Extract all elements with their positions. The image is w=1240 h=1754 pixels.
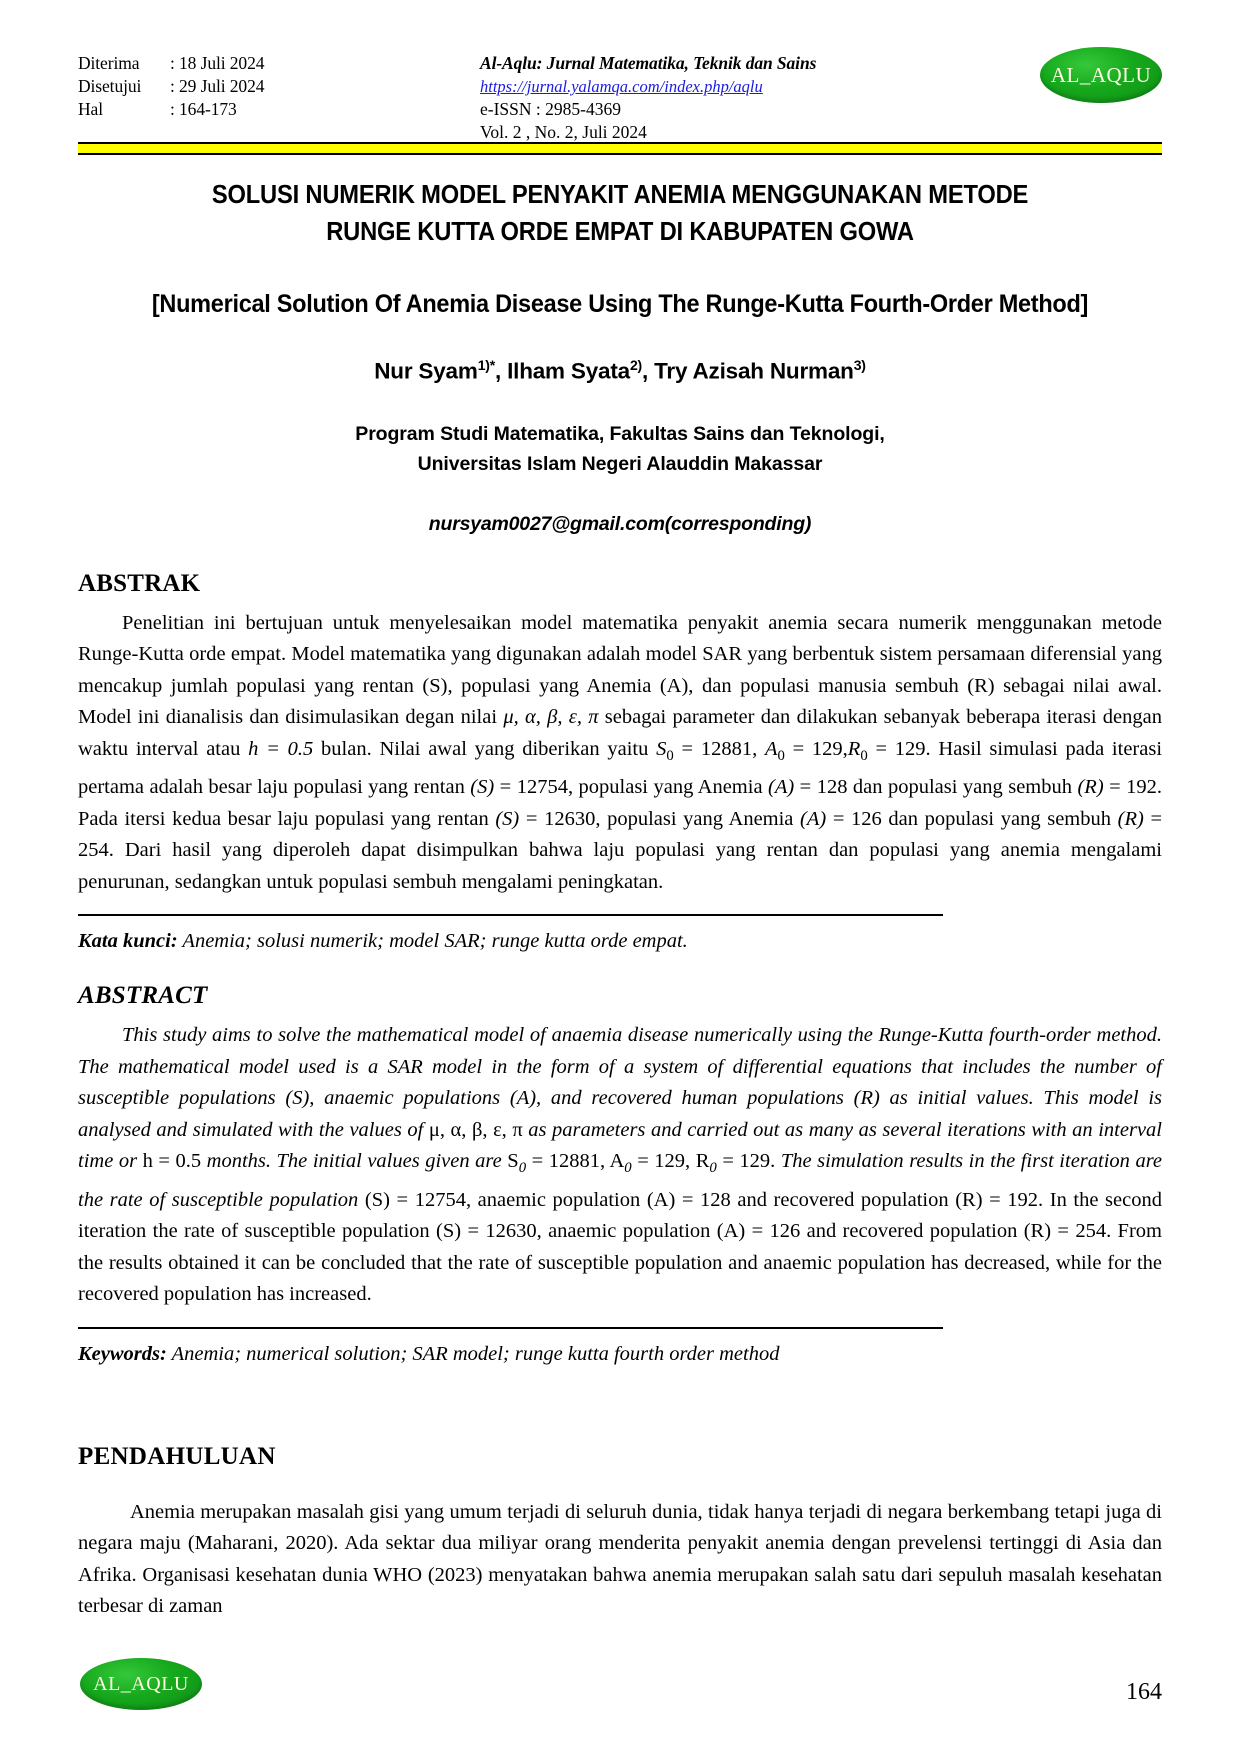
- introduction-heading: PENDAHULUAN: [78, 1442, 276, 1470]
- abs-en-R-iter1: (R): [955, 1188, 983, 1211]
- abstract-en-heading: ABSTRACT: [78, 982, 208, 1010]
- abs-id-R-iter1: (R): [1077, 776, 1104, 799]
- abs-id-a0-sub: 0: [777, 747, 785, 764]
- abs-id-s0-value: = 12881,: [673, 737, 765, 760]
- spacer-before-abstract-en: [78, 956, 1162, 982]
- abs-en-seg-3: months. The initial values given are: [201, 1150, 508, 1173]
- received-value: : 18 Juli 2024: [170, 53, 265, 73]
- abs-id-A-iter2: (A): [800, 807, 827, 830]
- abs-id-A-iter2-value: = 126 dan populasi yang sembuh: [826, 807, 1118, 830]
- page-title-english: [Numerical Solution Of Anemia Disease Using The Runge-Kutta Fourth-Order Method]: [151, 290, 1089, 318]
- footer-logo-text: AL_AQLU: [93, 1672, 189, 1695]
- journal-eissn: e-ISSN : 2985-4369: [480, 99, 621, 119]
- abs-en-S-iter1-value: = 12754, anaemic population: [389, 1188, 647, 1211]
- abs-id-a0-value: = 129,: [784, 737, 848, 760]
- accepted-value: : 29 Juli 2024: [170, 76, 265, 96]
- abs-en-a0-value: = 129,: [631, 1150, 696, 1173]
- abs-en-S-iter2: (S): [436, 1220, 462, 1243]
- footer-logo-icon: [80, 1658, 202, 1710]
- abs-en-r0-sub: 0: [709, 1160, 717, 1177]
- abs-en-s0-sub: 0: [518, 1160, 527, 1177]
- journal-url-link[interactable]: https://jurnal.yalamqa.com/index.php/aqlu: [480, 77, 763, 96]
- pages-label: Hal: [78, 99, 103, 119]
- abs-id-R-iter1-value: = 192. Pada itersi kedua besar laju populasi yang rentan: [78, 776, 1163, 830]
- accepted-row: [78, 75, 408, 98]
- abstract-id-body: [78, 608, 1162, 899]
- author-1-superscript: 1)*: [477, 357, 495, 373]
- author-2: Ilham Syata: [507, 358, 630, 384]
- abs-en-a0-sub: 0: [624, 1160, 632, 1177]
- page-title-indonesian-line1: SOLUSI NUMERIK MODEL PENYAKIT ANEMIA MENGGUNAKAN METODE: [211, 181, 1029, 209]
- page-title-indonesian-line2: RUNGE KUTTA ORDE EMPAT DI KABUPATEN GOWA: [326, 218, 914, 246]
- abs-en-A-iter1-value: = 128 and recovered population: [675, 1188, 956, 1211]
- abs-id-seg-1: Penelitian ini bertujuan untuk menyelesaikan model matematika penyakit anemia secara numerik menggunakan metode Runge-Kutta orde empat. Model matematika yang digunakan adalah model SAR yang berbentuk sistem persamaan diferensial yang mencakup jumlah populasi yang rentan (S), populasi yang Anemia (A), dan populasi manusia sembuh (R) sebagai nilai awal. Model ini dianalisis dan disimulasikan degan nilai: [78, 611, 1162, 728]
- keywords-en-label: Keywords:: [78, 1342, 167, 1365]
- abstract-en-body: [78, 1020, 1162, 1311]
- page-number: 164: [1126, 1679, 1162, 1705]
- abs-id-S-iter1-value: = 12754, populasi yang Anemia: [494, 776, 769, 799]
- abs-id-step-size: h = 0.5: [248, 737, 314, 760]
- abs-id-S-iter1: (S): [470, 776, 495, 799]
- keywords-en-divider: [78, 1327, 943, 1329]
- abs-en-seg-2: as parameters and carried out as many as several iterations with an interval time or: [78, 1118, 1162, 1173]
- received-label: Diterima: [78, 53, 140, 73]
- abstract-id-heading: ABSTRAK: [78, 569, 201, 597]
- affiliation-line-1: Program Studi Matematika, Fakultas Sains dan Teknologi,: [355, 422, 885, 445]
- abs-en-R-iter2: (R): [1023, 1220, 1052, 1243]
- author-1: Nur Syam: [374, 358, 478, 384]
- journal-name: Al-Aqlu: Jurnal Matematika, Teknik dan Sains: [480, 53, 817, 73]
- author-2-superscript: 2): [629, 357, 643, 373]
- author-list: [78, 357, 1162, 385]
- abs-id-seg-3: bulan. Nilai awal yang diberikan yaitu: [313, 737, 657, 760]
- keywords-id-label: Kata kunci:: [78, 930, 178, 953]
- abs-en-seg-4: The simulation results in the first iteration are the rate of susceptible population: [78, 1150, 1163, 1211]
- keywords-en-value: Anemia; numerical solution; SAR model; runge kutta fourth order method: [166, 1342, 780, 1365]
- received-row: [78, 52, 408, 75]
- author-sep-2: ,: [642, 358, 655, 384]
- affiliation-line-2: Universitas Islam Negeri Alauddin Makassar: [417, 452, 823, 475]
- author-3: Try Azisah Nurman: [654, 358, 854, 384]
- abs-en-step-size: h = 0.5: [142, 1150, 202, 1173]
- abs-id-R-iter2: (R): [1117, 807, 1144, 830]
- keywords-id: [78, 926, 1162, 956]
- abs-en-r0-value: = 129.: [716, 1150, 776, 1173]
- journal-volume: Vol. 2 , No. 2, Juli 2024: [480, 122, 647, 142]
- journal-logo-icon: [1040, 47, 1162, 103]
- pages-row: [78, 98, 408, 121]
- journal-logo-text: AL_AQLU: [1050, 62, 1152, 87]
- abs-id-A-iter1-value: = 128 dan populasi yang sembuh: [794, 776, 1078, 799]
- accepted-label: Disetujui: [78, 76, 142, 96]
- abs-en-s0-value: = 12881,: [526, 1150, 610, 1173]
- abs-id-a0-symbol: A: [764, 737, 778, 760]
- abs-en-S-iter2-value: = 12630, anaemic population: [461, 1220, 717, 1243]
- masthead: [78, 0, 1162, 142]
- author-3-superscript: 3): [853, 357, 866, 373]
- spacer-before-abstract-id: [78, 536, 1162, 570]
- author-sep-1: ,: [494, 358, 508, 384]
- abs-en-R-iter2-value: = 254. From the results obtained it can be concluded that the rate of susceptible population and anaemic population has decreased, while for the recovered population has increased.: [78, 1220, 1162, 1306]
- introduction-paragraph: Anemia merupakan masalah gisi yang umum terjadi di seluruh dunia, tidak hanya terjadi di negara berkembang tetapi juga di negara maju (Maharani, 2020). Ada sektar dua miliyar orang menderita penyakit anemia dengan prevelensi tertinggi di Asia dan Afrika. Organisasi kesehatan dunia WHO (2023) menyatakan bahwa anemia merupakan salah satu dari sepuluh masalah kesehatan terbesar di zaman: [78, 1500, 1162, 1618]
- abs-en-A-iter2-value: = 126 and recovered population: [745, 1220, 1024, 1243]
- abs-en-R-iter1-value: = 192. In the second iteration the rate of susceptible population: [78, 1188, 1162, 1243]
- masthead-dates: [78, 52, 408, 121]
- pages-value: : 164-173: [170, 99, 237, 119]
- abs-id-seg-2: sebagai parameter dan dilakukan sebanyak beberapa iterasi dengan waktu interval atau: [78, 706, 1162, 760]
- abs-id-parameters: μ, α, β, ε, π: [503, 706, 599, 728]
- abs-id-s0-sub: 0: [666, 747, 674, 764]
- abs-en-a0-symbol: A: [609, 1150, 625, 1173]
- abs-en-A-iter2: (A): [716, 1220, 746, 1243]
- abs-en-A-iter1: (A): [646, 1188, 676, 1211]
- abs-id-S-iter2: (S): [495, 807, 520, 830]
- title-block: [78, 177, 1162, 536]
- abs-id-s0-symbol: S: [656, 737, 667, 760]
- abs-id-S-iter2-value: = 12630, populasi yang Anemia: [519, 807, 801, 830]
- page-footer: [78, 1654, 1162, 1716]
- abs-en-r0-symbol: R: [695, 1150, 710, 1173]
- abs-id-A-iter1: (A): [768, 776, 795, 799]
- keywords-en: [78, 1339, 1162, 1369]
- abs-id-r0-value: = 129.: [867, 737, 931, 760]
- abs-id-R-iter2-value: = 254. Dari hasil yang diperoleh dapat disimpulkan bahwa laju populasi yang rentan dan populasi yang anemia mengalami penurunan, sedangkan untuk populasi sembuh mengalami peningkatan.: [78, 807, 1163, 893]
- abs-en-S-iter1: (S): [364, 1188, 390, 1211]
- abs-en-parameters: μ, α, β, ε, π: [428, 1118, 523, 1141]
- corresponding-email[interactable]: nursyam0027@gmail.com(corresponding): [428, 512, 812, 535]
- abs-id-seg-4: Hasil simulasi pada iterasi pertama adalah besar laju populasi yang rentan: [78, 737, 1163, 799]
- abs-en-s0-symbol: S: [507, 1150, 519, 1173]
- abs-en-seg-1: This study aims to solve the mathematical model of anaemia disease numerically using the Runge-Kutta fourth-order method. The mathematical model used is a SAR model in the form of a system of differential equations that includes the number of susceptible populations (S), anaemic populations (A), and recovered human populations (R) as initial values. This model is analysed and simulated with the values of: [78, 1024, 1162, 1141]
- abs-id-r0-symbol: R: [847, 737, 861, 760]
- keywords-id-value: Anemia; solusi numerik; model SAR; runge kutta orde empat.: [177, 930, 688, 953]
- abs-id-r0-sub: 0: [860, 747, 868, 764]
- affiliation-block: [78, 419, 1162, 479]
- keywords-id-divider: [78, 914, 943, 916]
